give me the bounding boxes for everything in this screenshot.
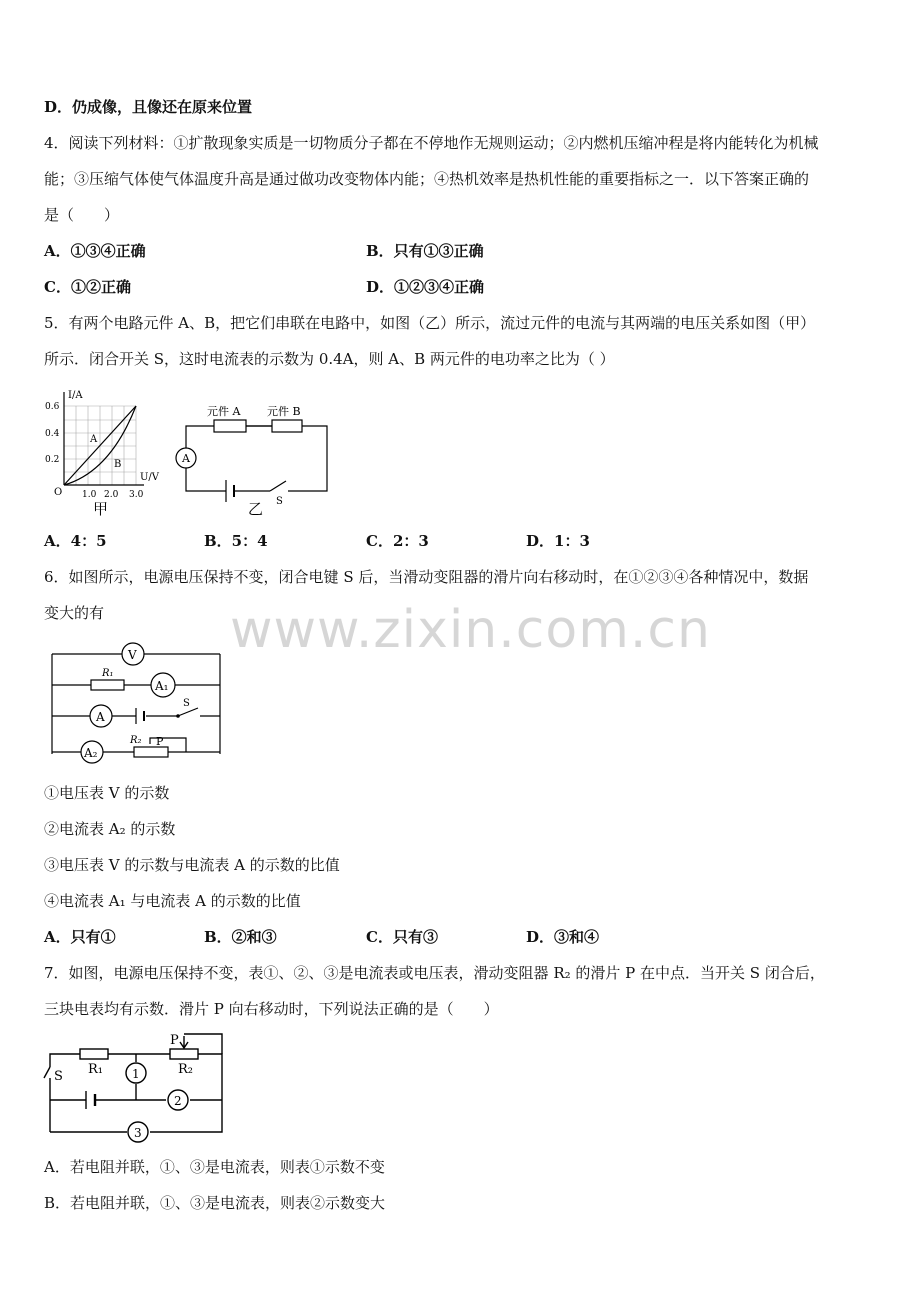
circuit-caption: 乙 xyxy=(248,500,264,518)
q6-option-d[interactable]: D．③和④ xyxy=(526,928,600,946)
q5-option-d[interactable]: D．1：3 xyxy=(526,532,590,550)
x-axis-label: U/V xyxy=(140,472,160,483)
q4-option-a[interactable]: A．①③④正确 xyxy=(44,242,146,260)
q7-circuit xyxy=(40,1032,240,1147)
meter-1-label: 1 xyxy=(132,1067,140,1081)
rheostat-r2 xyxy=(134,747,168,757)
q4-option-b[interactable]: B．只有①③正确 xyxy=(366,242,484,260)
voltmeter-label: V xyxy=(128,648,137,662)
curve-b-label: B xyxy=(114,459,122,470)
meter-2-label: 2 xyxy=(174,1094,182,1108)
element-a-label: 元件 A xyxy=(207,405,241,418)
x-tick: 2.0 xyxy=(104,490,119,500)
switch-label: S xyxy=(54,1069,63,1084)
q6-option-c[interactable]: C．只有③ xyxy=(366,928,438,946)
q4-stem-line3: 是（ ） xyxy=(44,206,120,224)
q6-item-4: ④电流表 A₁ 与电流表 A 的示数的比值 xyxy=(44,892,301,910)
q3-option-d: D．仍成像，且像还在原来位置 xyxy=(44,98,253,116)
slider-label: P xyxy=(156,735,164,748)
q5-series-circuit xyxy=(174,380,334,520)
q5-stem-line2: 所示．闭合开关 S，这时电流表的示数为 0.4A，则 A、B 两元件的电功率之比为（ ） xyxy=(44,350,615,368)
origin-label: O xyxy=(54,487,63,498)
y-axis-label: I/A xyxy=(68,390,83,401)
q4-option-c[interactable]: C．①②正确 xyxy=(44,278,131,296)
q6-circuit xyxy=(44,640,234,770)
q5-option-b[interactable]: B．5：4 xyxy=(204,532,268,550)
q6-item-3: ③电压表 V 的示数与电流表 A 的示数的比值 xyxy=(44,856,340,874)
q4-stem-line1: 4．阅读下列材料：①扩散现象实质是一切物质分子都在不停地作无规则运动；②内燃机压缩冲程是将内能转化为机械 xyxy=(44,134,819,152)
x-tick: 3.0 xyxy=(129,490,144,500)
slider-arrow xyxy=(180,1036,188,1048)
q5-option-c[interactable]: C．2：3 xyxy=(366,532,429,550)
y-tick: 0.6 xyxy=(45,402,60,412)
a1-label: A₁ xyxy=(155,679,169,693)
curve-a-label: A xyxy=(90,434,98,445)
a2-label: A₂ xyxy=(84,746,98,760)
r1-label: R₁ xyxy=(88,1062,103,1077)
x-tick: 1.0 xyxy=(82,490,97,500)
graph-caption: 甲 xyxy=(93,500,109,518)
q6-item-1: ①电压表 V 的示数 xyxy=(44,784,170,802)
q4-option-d[interactable]: D．①②③④正确 xyxy=(366,278,485,296)
q5-stem-line1: 5．有两个电路元件 A、B，把它们串联在电路中，如图（乙）所示，流过元件的电流与其两端的电压关系如图（甲） xyxy=(44,314,816,332)
switch-label: S xyxy=(276,496,283,507)
meter-3-label: 3 xyxy=(134,1126,142,1140)
q7-option-b[interactable]: B．若电阻并联，①、③是电流表，则表②示数变大 xyxy=(44,1194,386,1212)
ammeter-label: A xyxy=(182,452,190,465)
q6-option-a[interactable]: A．只有① xyxy=(44,928,116,946)
q7-stem-line2: 三块电表均有示数．滑片 P 向右移动时，下列说法正确的是（ ） xyxy=(44,1000,499,1018)
q5-iv-graph xyxy=(40,380,170,520)
q5-option-a[interactable]: A．4：5 xyxy=(44,532,107,550)
resistor-r1 xyxy=(80,1049,108,1059)
element-b-label: 元件 B xyxy=(267,405,301,418)
q6-stem-line1: 6．如图所示，电源电压保持不变，闭合电键 S 后，当滑动变阻器的滑片向右移动时，在①②③④各种情况中，数据 xyxy=(44,568,809,586)
element-a xyxy=(214,420,246,432)
watermark: www.zixin.com.cn xyxy=(230,600,711,660)
r2-label: R₂ xyxy=(130,735,142,746)
resistor-r1 xyxy=(91,680,124,690)
element-b xyxy=(272,420,302,432)
r1-label: R₁ xyxy=(102,668,114,679)
q7-option-a[interactable]: A．若电阻并联，①、③是电流表，则表①示数不变 xyxy=(44,1158,385,1176)
ammeter-a-label: A xyxy=(96,710,105,724)
q6-stem-line2: 变大的有 xyxy=(44,604,105,622)
y-tick: 0.4 xyxy=(45,429,60,439)
y-tick: 0.2 xyxy=(45,455,60,465)
switch-blade xyxy=(44,1067,50,1078)
rheostat-r2 xyxy=(170,1049,198,1059)
q4-stem-line2: 能；③压缩气体使气体温度升高是通过做功改变物体内能；④热机效率是热机性能的重要指标之一．以下答案正确的 xyxy=(44,170,810,188)
switch-pivot xyxy=(176,714,180,718)
q6-item-2: ②电流表 A₂ 的示数 xyxy=(44,820,176,838)
q6-option-b[interactable]: B．②和③ xyxy=(204,928,277,946)
r2-label: R₂ xyxy=(178,1062,193,1077)
switch-label: S xyxy=(183,698,190,709)
q7-stem-line1: 7．如图，电源电压保持不变，表①、②、③是电流表或电压表，滑动变阻器 R₂ 的滑片 P 在中点．当开关 S 闭合后， xyxy=(44,964,825,982)
slider-label: P xyxy=(170,1033,179,1048)
